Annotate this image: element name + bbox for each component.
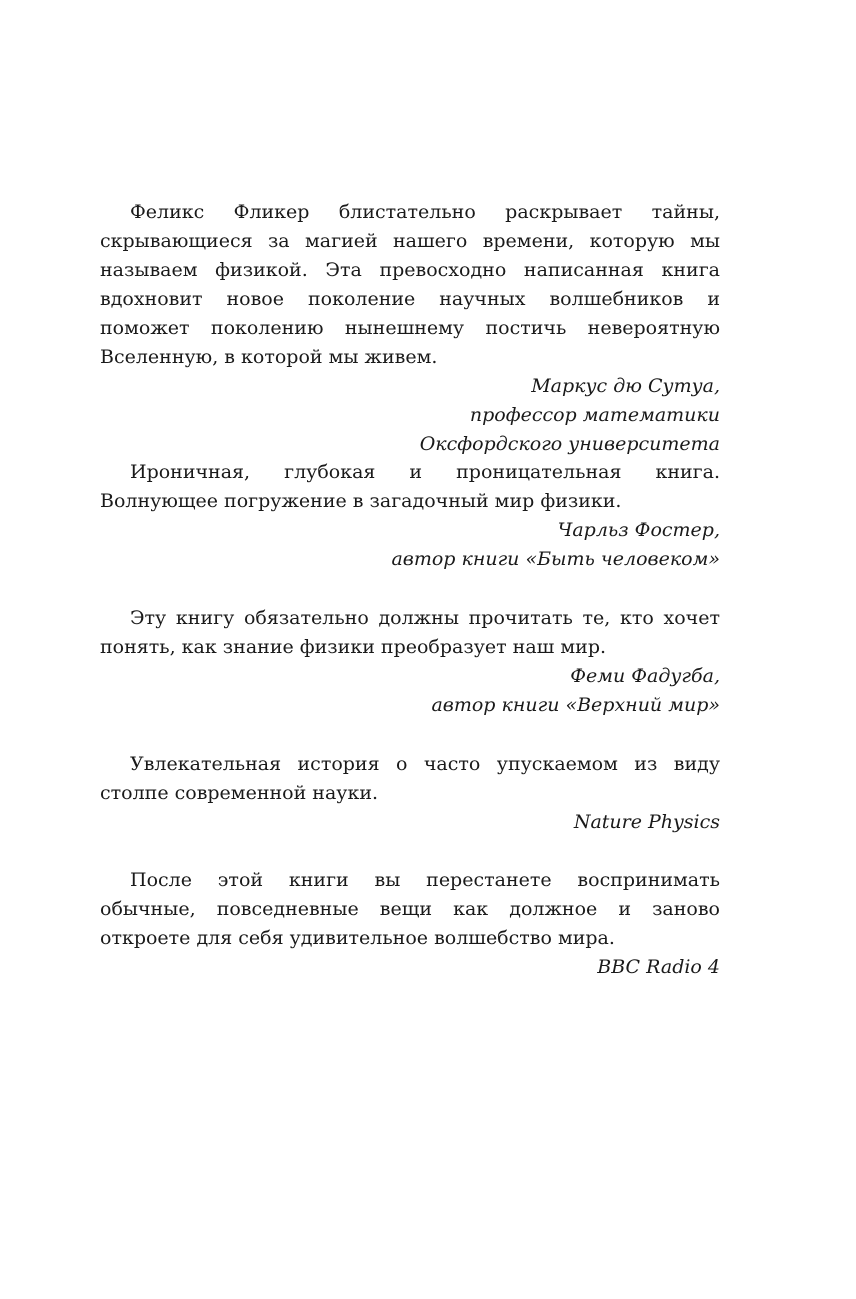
blurb-2 [100, 458, 720, 574]
blurb-attribution [100, 662, 720, 720]
attribution-line: BBC Radio 4 [597, 956, 720, 978]
blurb-3 [100, 604, 720, 720]
blurb-quote: Ироничная, глубокая и проницательная книга. Волнующее погружение в загадочный мир физики. [100, 461, 720, 512]
attribution-line: Nature Physics [573, 811, 720, 833]
attribution-line: Оксфордского университета [419, 433, 720, 455]
blurb-attribution [100, 953, 720, 982]
blurb-quote: После этой книги вы перестанете воспринимать обычные, повседневные вещи как должное и заново откроете для себя удивительное волшебство мира. [100, 869, 720, 949]
attribution-line: автор книги «Быть человеком» [391, 548, 720, 570]
blurb-4 [100, 750, 720, 837]
attribution-line: автор книги «Верхний мир» [431, 694, 720, 716]
attribution-line: Маркус дю Сутуа, [531, 375, 720, 397]
blurb-quote: Феликс Фликер блистательно раскрывает тайны, скрывающиеся за магией нашего времени, которую мы называем физикой. Эта превосходно написанная книга вдохновит новое поколение научных волшебников и поможет поколению нынешнему постичь невероятную Вселенную, в которой мы живем. [100, 201, 720, 368]
blurb-attribution [100, 516, 720, 574]
blurb-attribution [100, 372, 720, 459]
blurb-5 [100, 866, 720, 982]
attribution-line: профессор математики [469, 404, 720, 426]
attribution-line: Феми Фадугба, [570, 665, 720, 687]
blurb-quote: Увлекательная история о часто упускаемом из виду столпе современной науки. [100, 753, 720, 804]
attribution-line: Чарльз Фостер, [557, 519, 720, 541]
blurb-1 [100, 198, 720, 459]
blurb-quote: Эту книгу обязательно должны прочитать те, кто хочет понять, как знание физики преобразует наш мир. [100, 607, 720, 658]
blurb-attribution [100, 808, 720, 837]
